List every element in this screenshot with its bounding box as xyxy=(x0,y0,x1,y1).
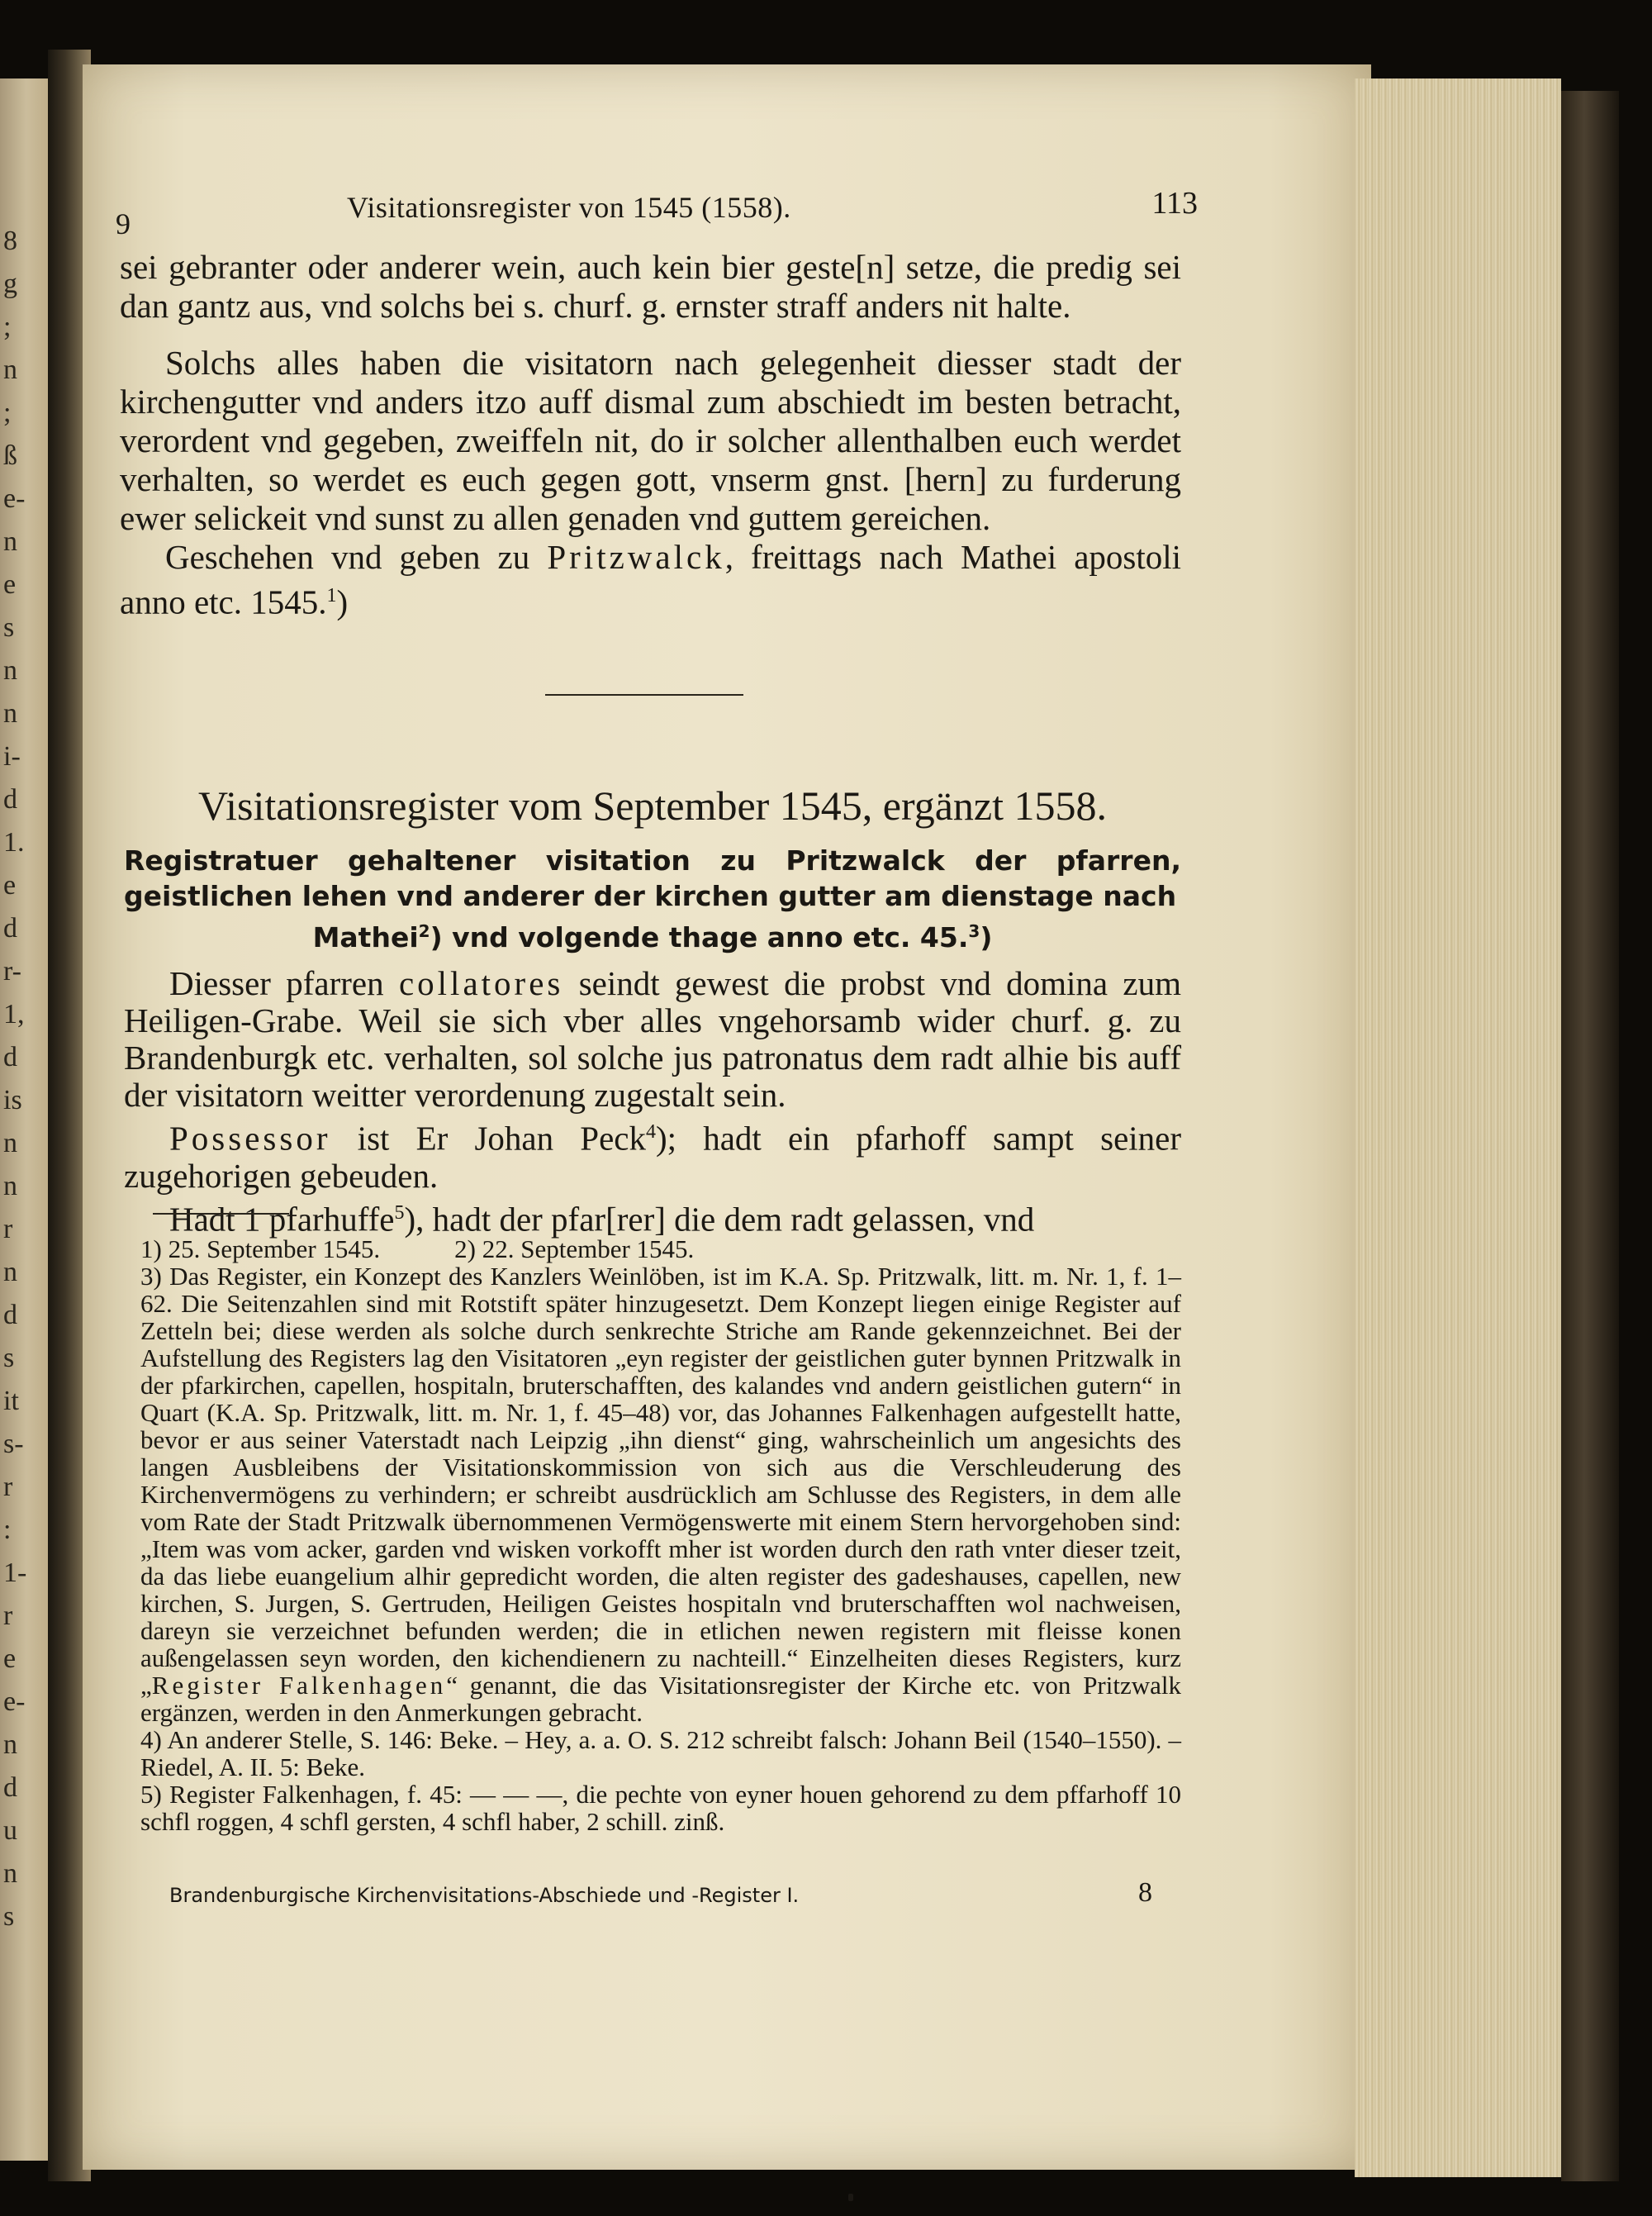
margin-fragment: d xyxy=(3,1300,17,1330)
margin-fragment: ß xyxy=(3,440,17,471)
margin-fragment: 8 xyxy=(3,226,17,256)
margin-fragment: : xyxy=(3,1515,12,1545)
footnotes xyxy=(140,1235,1181,1835)
subtitle-text: ) xyxy=(980,921,993,953)
closing-text-2: , freittags nach Mathei apostoli anno etc. 1545. xyxy=(120,538,1182,621)
margin-fragment: u xyxy=(3,1815,17,1846)
margin-fragment: 1, xyxy=(3,999,25,1030)
margin-fragment: r xyxy=(3,1472,13,1502)
margin-fragment: i- xyxy=(3,741,21,772)
spaced-term: collatores xyxy=(398,964,564,1002)
margin-fragment: it xyxy=(3,1386,19,1416)
running-head xyxy=(107,182,1198,240)
margin-fragment: d xyxy=(3,1772,17,1803)
book-cover-edge xyxy=(1561,91,1619,2181)
margin-fragment: 1- xyxy=(3,1557,27,1588)
register-text xyxy=(124,965,1181,1238)
text: ist Er Johan Peck xyxy=(357,1119,646,1158)
page-mark xyxy=(848,2194,853,2201)
margin-fragment: e xyxy=(3,870,17,901)
running-title: Visitationsregister von 1545 (1558). xyxy=(347,191,791,224)
margin-fragment: e- xyxy=(3,1686,26,1717)
body-text xyxy=(120,248,1181,622)
page-block-fore-edge xyxy=(1355,78,1561,2177)
footnote-3-text: 3) Das Register, ein Konzept des Kanzlers Weinlöben, ist im K.A. Sp. Pritzwalk, litt. m. Nr. 1, f. 1–62. Die Seitenzahlen sind mit Rotstift später hinzugesetzt. Dem Konzept liegen einige Register auf Zetteln bei; diese werden als solche durch senkrechte Striche am Rande gekennzeichnet. Bei der Aufstellung des Registers lag den Visitatoren „eyn register der geistlichen guter bynnen Pritzwalk in der pfarkirchen, capellen, hospitaln, bruterschafften, des kalandes vnd andern geistlichen gutern“ in Quart (K.A. Sp. Pritzwalk, litt. m. Nr. 1, f. 45–48) vor, das Johannes Falkenhagen aufgestellt hatte, bevor er aus seiner Vaterstadt nach Leipzig „ihn dienst“ ging, wahrscheinlich um angesichts des langen Ausbleibens der Visitationskommission von sich aus die Verschleuderung des Kirchenvermögens zu verhindern; er schreibt ausdrücklich am Schlusse des Registers, in dem alle vom Rate der Stadt Pritzwalk übernommenen Vermögenswerte mit einem Stern hervorgehoben sind: „Item was vom acker, garden vnd wisken vorkofft mher ist worden durch den rath vnter dieser tzeit, da das liebe euangelium alhir gepredicht worden, die alten register des gadeshauses, capellen, new kirchen, S. Jurgen, S. Gertruden, Heiligen Geistes hospitaln vnd bruterschafften wol nachweisen, dareyn sie verzeichnet befunden werden; die in etlichen newen registern mit fleisse konen außengelassen seyn worden, den kichendienern zu nachteill.“ Einzelheiten dieses Registers, kurz „ xyxy=(140,1262,1181,1700)
margin-fragment: g xyxy=(3,269,17,299)
margin-fragment: ; xyxy=(3,397,12,428)
paragraph: sei gebranter oder anderer wein, auch kein bier geste[n] setze, die predig sei dan gantz aus, vnd solchs bei s. churf. g. ernster straff anders nit halte. xyxy=(120,248,1181,325)
margin-fragment: n xyxy=(3,1729,17,1760)
footnote-3-end: “ genannt, die das Visitationsregister der Kirche etc. von Pritzwalk ergänzen, werden in den Anmerkungen gebracht. xyxy=(140,1671,1182,1727)
margin-fragment: d xyxy=(3,913,17,944)
text: seindt gewest die probst vnd domina zum Heiligen-Grabe. Weil sie sich vber alles vngehorsamb wider churf. g. zu Brandenburgk etc. verhalten, sol solche jus patronatus dem radt alhie bis auff der visitatorn weitter verordenung zugestalt sein. xyxy=(124,964,1182,1114)
margin-fragment: 1. xyxy=(3,827,25,858)
margin-fragment: d xyxy=(3,1042,17,1072)
footnote-ref: 5 xyxy=(394,1201,405,1224)
subtitle-text: Mathei xyxy=(312,921,419,953)
footnote-rule xyxy=(153,1213,289,1215)
paragraph xyxy=(124,1195,1181,1239)
footnote-line xyxy=(140,1235,1181,1263)
footnote-5: 5) Register Falkenhagen, f. 45: — — —, die pechte von eyner houen gehorend zu dem pffarhoff 10 schfl roggen, 4 schfl gersten, 4 schfl haber, 2 schill. zinß. xyxy=(140,1780,1181,1836)
closing-paren: ) xyxy=(336,583,349,621)
place-name: Pritzwalck xyxy=(547,538,725,576)
margin-fragment: r xyxy=(3,1600,13,1631)
section-subtitle xyxy=(124,843,1181,955)
paragraph: Solchs alles haben die visitatorn nach gelegenheit diesser stadt der kirchengutter vnd anders itzo auff dismal zum abschiedt im besten betracht, verordent vnd gegeben, zweiffeln nit, do ir solcher allenthalben euch werdet verhalten, so werdet es euch gegen gott, vnserm gnst. [hern] zu furderung ewer selickeit vnd sunst zu allen genaden vnd guttem gereichen. xyxy=(120,344,1181,537)
spaced-term: Register Falkenhagen xyxy=(151,1671,447,1700)
margin-fragment: d xyxy=(3,784,17,815)
margin-fragment: n xyxy=(3,1128,17,1158)
closing-paragraph xyxy=(120,538,1181,622)
facing-page-edge xyxy=(0,78,48,2161)
margin-fragment: ; xyxy=(3,311,12,342)
text: Hadt 1 pfarhuffe xyxy=(169,1200,395,1239)
paragraph xyxy=(124,965,1181,1114)
margin-fragment: e- xyxy=(3,483,26,514)
page-number: 113 xyxy=(1151,186,1198,221)
spaced-term: Possessor xyxy=(169,1119,331,1158)
subtitle-text: ) vnd volgende thage anno etc. 45. xyxy=(430,921,969,953)
margin-fragment: n xyxy=(3,655,17,686)
footer-text: Brandenburgische Kirchenvisitations-Abschiede und -Register I. xyxy=(169,1884,800,1907)
footnote-4: 4) An anderer Stelle, S. 146: Beke. – Hey, a. a. O. S. 212 schreibt falsch: Johann Beil (1540–1550). – Riedel, A. II. 5: Beke. xyxy=(140,1725,1181,1781)
text: ), hadt der pfar[rer] die dem radt gelassen, vnd xyxy=(404,1200,1035,1239)
footer-signature: 8 xyxy=(1138,1877,1152,1908)
margin-fragment: s xyxy=(3,612,15,643)
section-title: Visitationsregister vom September 1545, ergänzt 1558. xyxy=(197,782,1108,829)
footnote-ref: 4 xyxy=(646,1121,656,1143)
margin-fragment: is xyxy=(3,1085,22,1115)
subtitle-line: Registratuer gehaltener visitation zu Pritzwalck der pfarren, geistlichen lehen vnd anderer der kirchen gutter am dienstage nach xyxy=(124,844,1181,912)
footnote-2: 2) 22. September 1545. xyxy=(454,1234,695,1263)
page-footer xyxy=(169,1877,1185,1917)
footnote-ref: 2 xyxy=(418,921,430,941)
footnote-ref: 3 xyxy=(968,921,980,941)
margin-fragment: s xyxy=(3,1343,15,1373)
signature-mark: 9 xyxy=(116,207,131,240)
margin-fragment: n xyxy=(3,1171,17,1201)
section-divider xyxy=(545,694,743,696)
margin-fragment: r xyxy=(3,1214,13,1244)
footnote-ref: 1 xyxy=(326,585,337,606)
margin-fragment: n xyxy=(3,1858,17,1889)
margin-fragment: e xyxy=(3,1643,17,1674)
margin-fragment: n xyxy=(3,698,17,729)
paragraph xyxy=(124,1114,1181,1195)
margin-fragment: n xyxy=(3,354,17,385)
margin-fragment: n xyxy=(3,526,17,557)
margin-fragment: r- xyxy=(3,956,21,987)
footnote-1: 1) 25. September 1545. xyxy=(140,1234,381,1263)
closing-text: Geschehen vnd geben zu xyxy=(165,538,530,576)
margin-fragment: n xyxy=(3,1257,17,1287)
margin-fragment: e xyxy=(3,569,17,600)
footnote-3 xyxy=(140,1263,1181,1726)
margin-fragment: s xyxy=(3,1901,15,1932)
margin-fragment: s- xyxy=(3,1429,24,1459)
text: ); hadt ein pfarhoff sampt seiner zugehorigen gebeuden. xyxy=(124,1119,1182,1195)
subtitle-line-centered xyxy=(124,914,1181,955)
text: Diesser pfarren xyxy=(169,964,384,1002)
